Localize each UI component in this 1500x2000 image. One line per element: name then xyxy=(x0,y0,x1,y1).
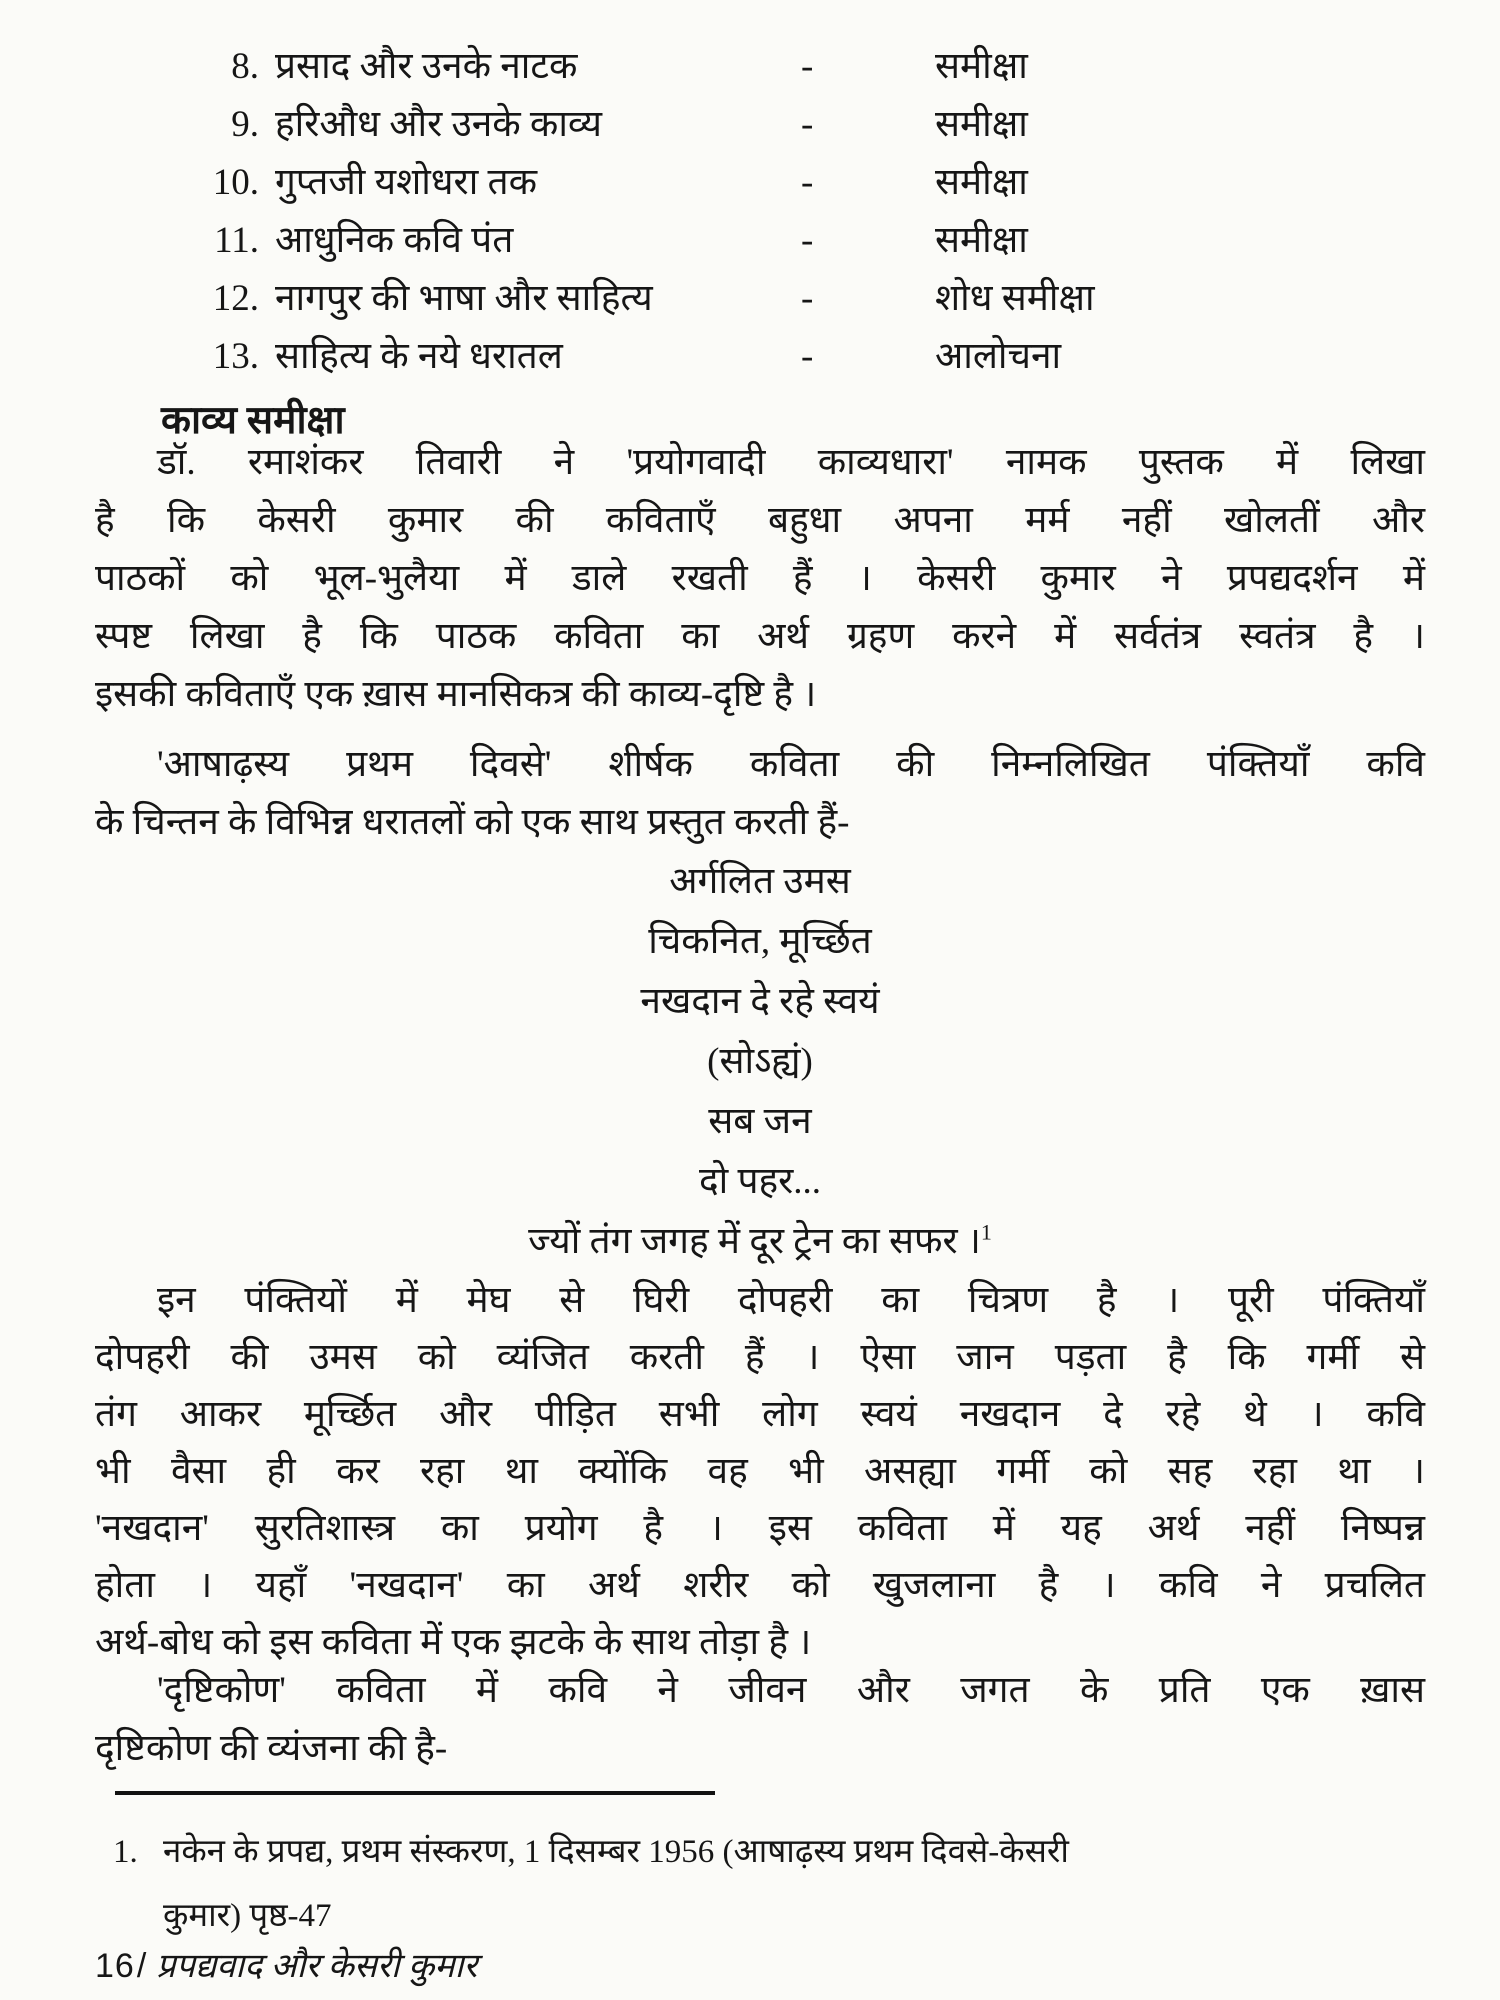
para-line: 'आषाढ़स्य प्रथम दिवसे' शीर्षक कविता की निम्नलिखित पंक्तियाँ कवि xyxy=(157,744,1425,785)
work-title: आधुनिक कवि पंत xyxy=(275,220,514,261)
work-number: 10. xyxy=(212,162,259,203)
work-row xyxy=(203,96,1425,154)
para-line: होता । यहाँ 'नखदान' का अर्थ शरीर को खुजलाना है । कवि ने प्रचलित xyxy=(95,1565,1425,1606)
work-row xyxy=(203,270,1425,328)
works-list xyxy=(95,38,1425,386)
work-title: हरिऔध और उनके काव्य xyxy=(275,104,603,145)
paragraph xyxy=(95,434,1425,724)
para-line: पाठकों को भूल-भुलैया में डाले रखती हैं । केसरी कुमार ने प्रपद्यदर्शन में xyxy=(95,558,1425,599)
para-line: है कि केसरी कुमार की कविताएँ बहुधा अपना मर्म नहीं खोलतीं और xyxy=(95,500,1425,541)
paragraph xyxy=(95,1272,1425,1671)
work-title: साहित्य के नये धरातल xyxy=(275,336,563,377)
dash-separator: - xyxy=(801,104,814,145)
footnote-line: नकेन के प्रपद्य, प्रथम संस्करण, 1 दिसम्बर 1956 (आषाढ़स्य प्रथम दिवसे-केसरी xyxy=(163,1834,1069,1870)
verse-line: नखदान दे रहे स्वयं xyxy=(640,981,880,1022)
verse-line: सब जन xyxy=(708,1101,812,1142)
para-line: डॉ. रमाशंकर तिवारी ने 'प्रयोगवादी काव्यधारा' नामक पुस्तक में लिखा xyxy=(157,442,1425,483)
footnote-text xyxy=(163,1820,1069,1948)
verse-line-text: ज्यों तंग जगह में दूर ट्रेन का सफर । xyxy=(528,1221,981,1262)
work-row xyxy=(203,212,1425,270)
work-genre: शोध समीक्षा xyxy=(935,278,1095,319)
footnote xyxy=(95,1820,1425,1948)
verse-line: दो पहर... xyxy=(698,1161,822,1202)
para-line: 'नखदान' सुरतिशास्त्र का प्रयोग है । इस कविता में यह अर्थ नहीं निष्पन्न xyxy=(95,1508,1425,1549)
footnote-number: 1. xyxy=(113,1834,138,1870)
para-line: दोपहरी की उमस को व्यंजित करती हैं । ऐसा जान पड़ता है कि गर्मी से xyxy=(95,1337,1425,1378)
work-number: 9. xyxy=(231,104,259,145)
page-footer xyxy=(95,1940,1425,1992)
para-line: के चिन्तन के विभिन्न धरातलों को एक साथ प्रस्तुत करती हैं- xyxy=(95,802,850,843)
work-row xyxy=(203,154,1425,212)
footnote-line: कुमार) पृष्ठ-47 xyxy=(163,1898,332,1934)
paragraph xyxy=(95,736,1425,852)
work-row xyxy=(203,328,1425,386)
footnote-rule xyxy=(115,1791,715,1795)
para-line: इसकी कविताएँ एक ख़ास मानसिकत्र की काव्य-दृष्टि है । xyxy=(95,674,817,715)
footnote-reference-mark: 1 xyxy=(980,1219,992,1245)
paragraph xyxy=(95,1662,1425,1778)
verse-line xyxy=(95,1212,1425,1272)
dash-separator: - xyxy=(801,336,814,377)
page-number: 16 xyxy=(95,1947,135,1985)
para-line: 'दृष्टिकोण' कविता में कवि ने जीवन और जगत के प्रति एक ख़ास xyxy=(157,1670,1425,1711)
work-number: 12. xyxy=(212,278,259,319)
work-number: 8. xyxy=(231,46,259,87)
work-genre: समीक्षा xyxy=(935,162,1028,203)
work-genre: समीक्षा xyxy=(935,46,1028,87)
para-line: अर्थ-बोध को इस कविता में एक झटके के साथ तोड़ा है । xyxy=(95,1622,812,1663)
verse-line: चिकनित, मूर्च्छित xyxy=(648,921,872,962)
para-line: तंग आकर मूर्च्छित और पीड़ित सभी लोग स्वयं नखदान दे रहे थे । कवि xyxy=(95,1394,1425,1435)
work-genre: आलोचना xyxy=(935,336,1062,377)
dash-separator: - xyxy=(801,278,814,319)
section-heading: काव्य समीक्षा xyxy=(161,399,345,442)
dash-separator: - xyxy=(801,46,814,87)
work-row xyxy=(203,38,1425,96)
work-genre: समीक्षा xyxy=(935,104,1028,145)
work-number: 11. xyxy=(214,220,259,261)
work-title: नागपुर की भाषा और साहित्य xyxy=(275,278,653,319)
dash-separator: - xyxy=(801,220,814,261)
work-title: गुप्तजी यशोधरा तक xyxy=(275,162,538,203)
work-number: 13. xyxy=(212,336,259,377)
footer-separator: / xyxy=(136,1947,147,1985)
dash-separator: - xyxy=(801,162,814,203)
running-book-title: प्रपद्यवाद और केसरी कुमार xyxy=(156,1948,478,1985)
verse-line: (सोऽह्यं) xyxy=(707,1041,813,1082)
work-title: प्रसाद और उनके नाटक xyxy=(275,46,578,87)
para-line: दृष्टिकोण की व्यंजना की है- xyxy=(95,1728,448,1769)
para-line: स्पष्ट लिखा है कि पाठक कविता का अर्थ ग्रहण करने में सर्वतंत्र स्वतंत्र है । xyxy=(95,616,1425,657)
para-line: इन पंक्तियों में मेघ से घिरी दोपहरी का चित्रण है । पूरी पंक्तियाँ xyxy=(157,1280,1425,1321)
verse-quotation xyxy=(95,852,1425,1272)
work-genre: समीक्षा xyxy=(935,220,1028,261)
para-line: भी वैसा ही कर रहा था क्योंकि वह भी असह्या गर्मी को सह रहा था । xyxy=(95,1451,1425,1492)
verse-line: अर्गलित उमस xyxy=(669,861,851,902)
